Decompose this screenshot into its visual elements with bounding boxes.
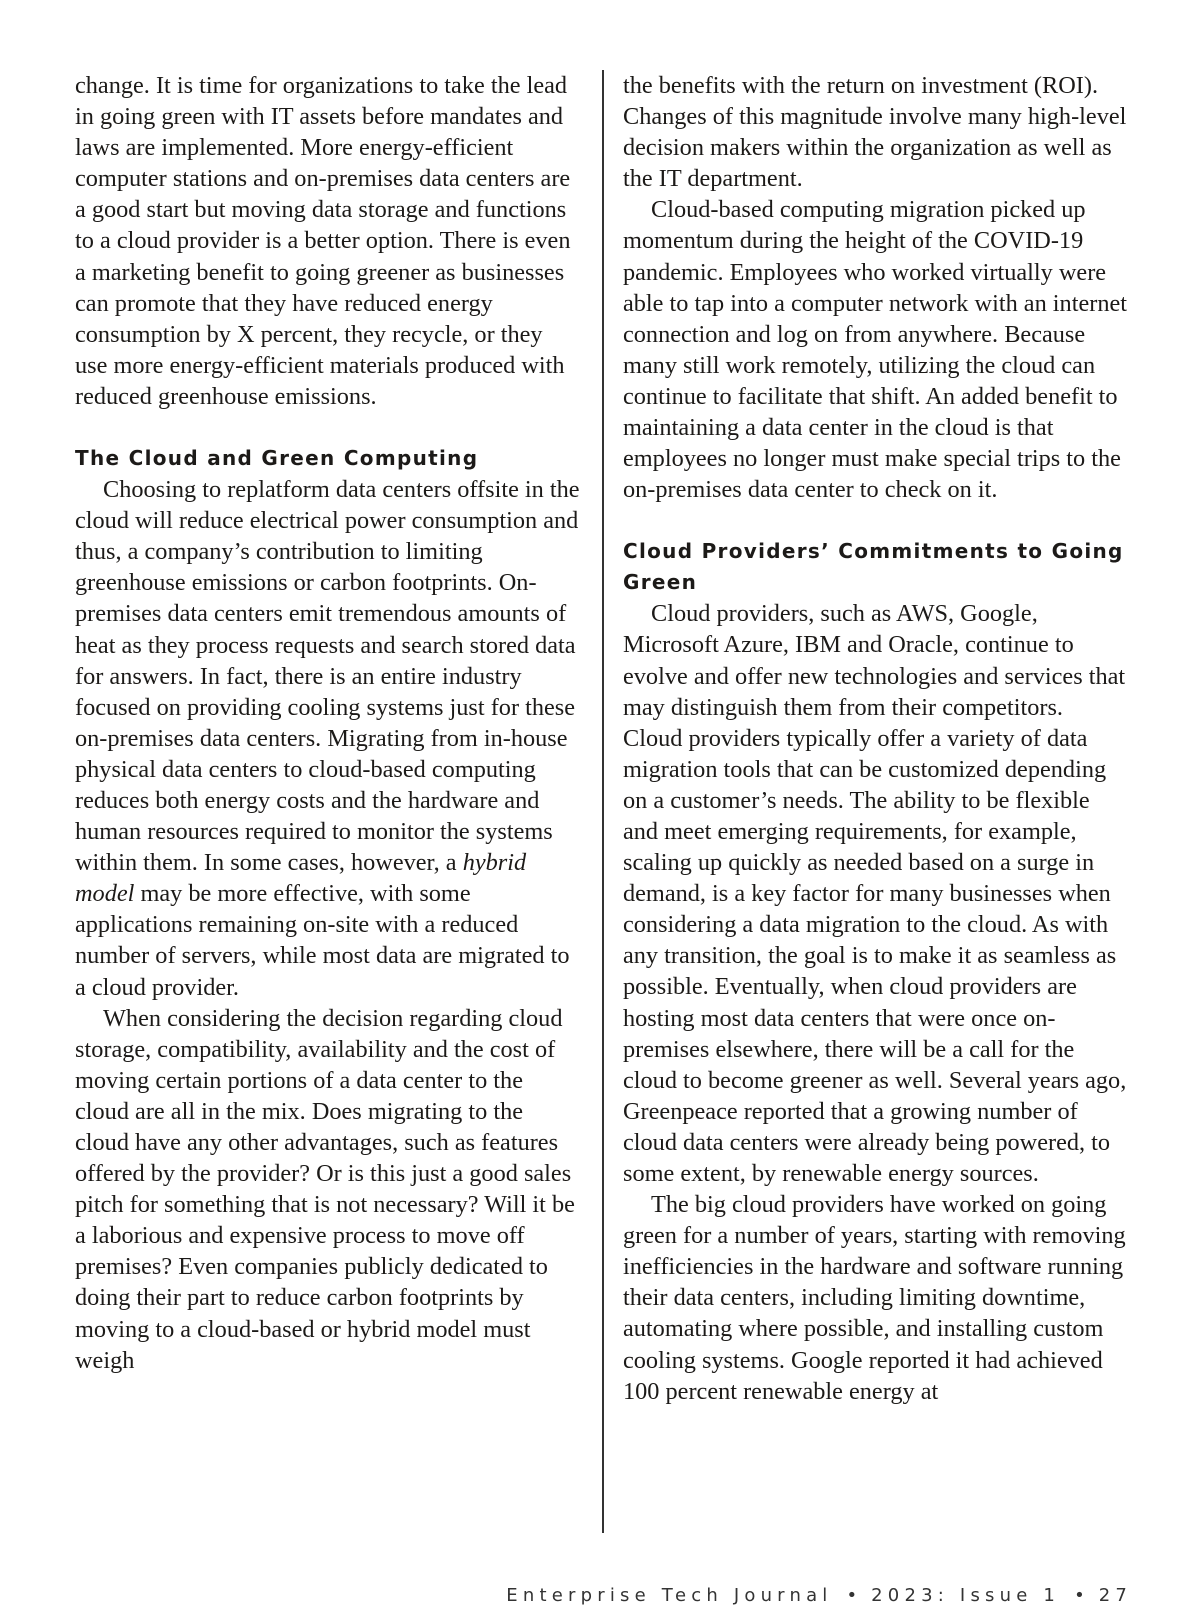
section-heading-cloud-green-computing: The Cloud and Green Computing — [75, 446, 479, 471]
page-footer — [506, 1585, 1132, 1606]
right-column — [623, 70, 1128, 1407]
footer-publication: Enterprise Tech Journal — [506, 1585, 833, 1606]
left-paragraph-2-text-a: Choosing to replatform data centers offsite in the cloud will reduce electrical power consumption and thus, a company’s contribution to limiting greenhouse emissions or carbon footprints. On-premises data centers emit tremendous amounts of heat as they process requests and search stored data for answers. In fact, there is an entire industry focused on providing cooling systems just for these on-premises data centers. Migrating from in-house physical data centers to cloud-based computing reduces both energy costs and the hardware and human resources required to monitor the systems within them. In some cases, however, a — [75, 476, 580, 877]
left-paragraph-3: When considering the decision regarding cloud storage, compatibility, availability and the cost of moving certain portions of a data center to the cloud are all in the mix. Does migrating to the cloud have any other advantages, such as features offered by the provider? Or is this just a good sales pitch for something that is not necessary? Will it be a laborious and expensive process to move off premises? Even companies publicly dedicated to doing their part to reduce carbon footprints by moving to a cloud-based or hybrid model must weigh — [75, 1004, 575, 1374]
right-paragraph-2: Cloud-based computing migration picked up momentum during the height of the COVID-19 pandemic. Employees who worked virtually were able to tap into a computer network with an internet connection and log on from anywhere. Because many still work remotely, utilizing the cloud can continue to facilitate that shift. An added benefit to maintaining a data center in the cloud is that employees no longer must make special trips to the on-premises data center to check on it. — [623, 196, 1128, 504]
column-divider — [602, 70, 604, 1533]
left-column — [75, 70, 580, 1376]
left-paragraph-1: change. It is time for organizations to take the lead in going green with IT assets before mandates and laws are implemented. More energy-efficient computer stations and on-premises data centers are a good start but moving data storage and functions to a cloud provider is a better option. There is even a marketing benefit to going greener as businesses can promote that they have reduced energy consumption by X percent, they recycle, or they use more energy-efficient materials produced with reduced greenhouse emissions. — [75, 72, 571, 410]
footer-separator-2: • — [1074, 1585, 1085, 1606]
right-paragraph-3: Cloud providers, such as AWS, Google, Microsoft Azure, IBM and Oracle, continue to evolve and offer new technologies and services that may distinguish them from their competitors. Cloud providers typically offer a variety of data migration tools that can be customized depending on a customer’s needs. The ability to be flexible and meet emerging requirements, for example, scaling up quickly as needed based on a surge in demand, is a key factor for many businesses when considering a data migration to the cloud. As with any transition, the goal is to make it as seamless as possible. Eventually, when cloud providers are hosting most data centers that were once on-premises elsewhere, there will be a call for the cloud to become greener as well. Several years ago, Greenpeace reported that a growing number of cloud data centers were already being powered, to some extent, by renewable energy sources. — [623, 600, 1127, 1187]
right-paragraph-1: the benefits with the return on investment (ROI). Changes of this magnitude involve many high-level decision makers within the organization as well as the IT department. — [623, 72, 1127, 193]
left-paragraph-2 — [75, 474, 580, 1003]
right-paragraph-4: The big cloud providers have worked on going green for a number of years, starting with removing inefficiencies in the hardware and software running their data centers, including limiting downtime, automating where possible, and installing custom cooling systems. Google reported it had achieved 100 percent renewable energy at — [623, 1191, 1126, 1405]
footer-issue: 2023: Issue 1 — [871, 1585, 1061, 1606]
footer-page-number: 27 — [1098, 1585, 1132, 1606]
hybrid-model-emphasis: hybrid model — [75, 849, 527, 908]
left-paragraph-2-text-b: may be more effective, with some applications remaining on-site with a reduced number of servers, while most data are migrated to a cloud provider. — [75, 880, 570, 1001]
section-heading-cloud-providers: Cloud Providers’ Commitments to Going Green — [623, 539, 1124, 595]
footer-separator-1: • — [846, 1585, 858, 1606]
